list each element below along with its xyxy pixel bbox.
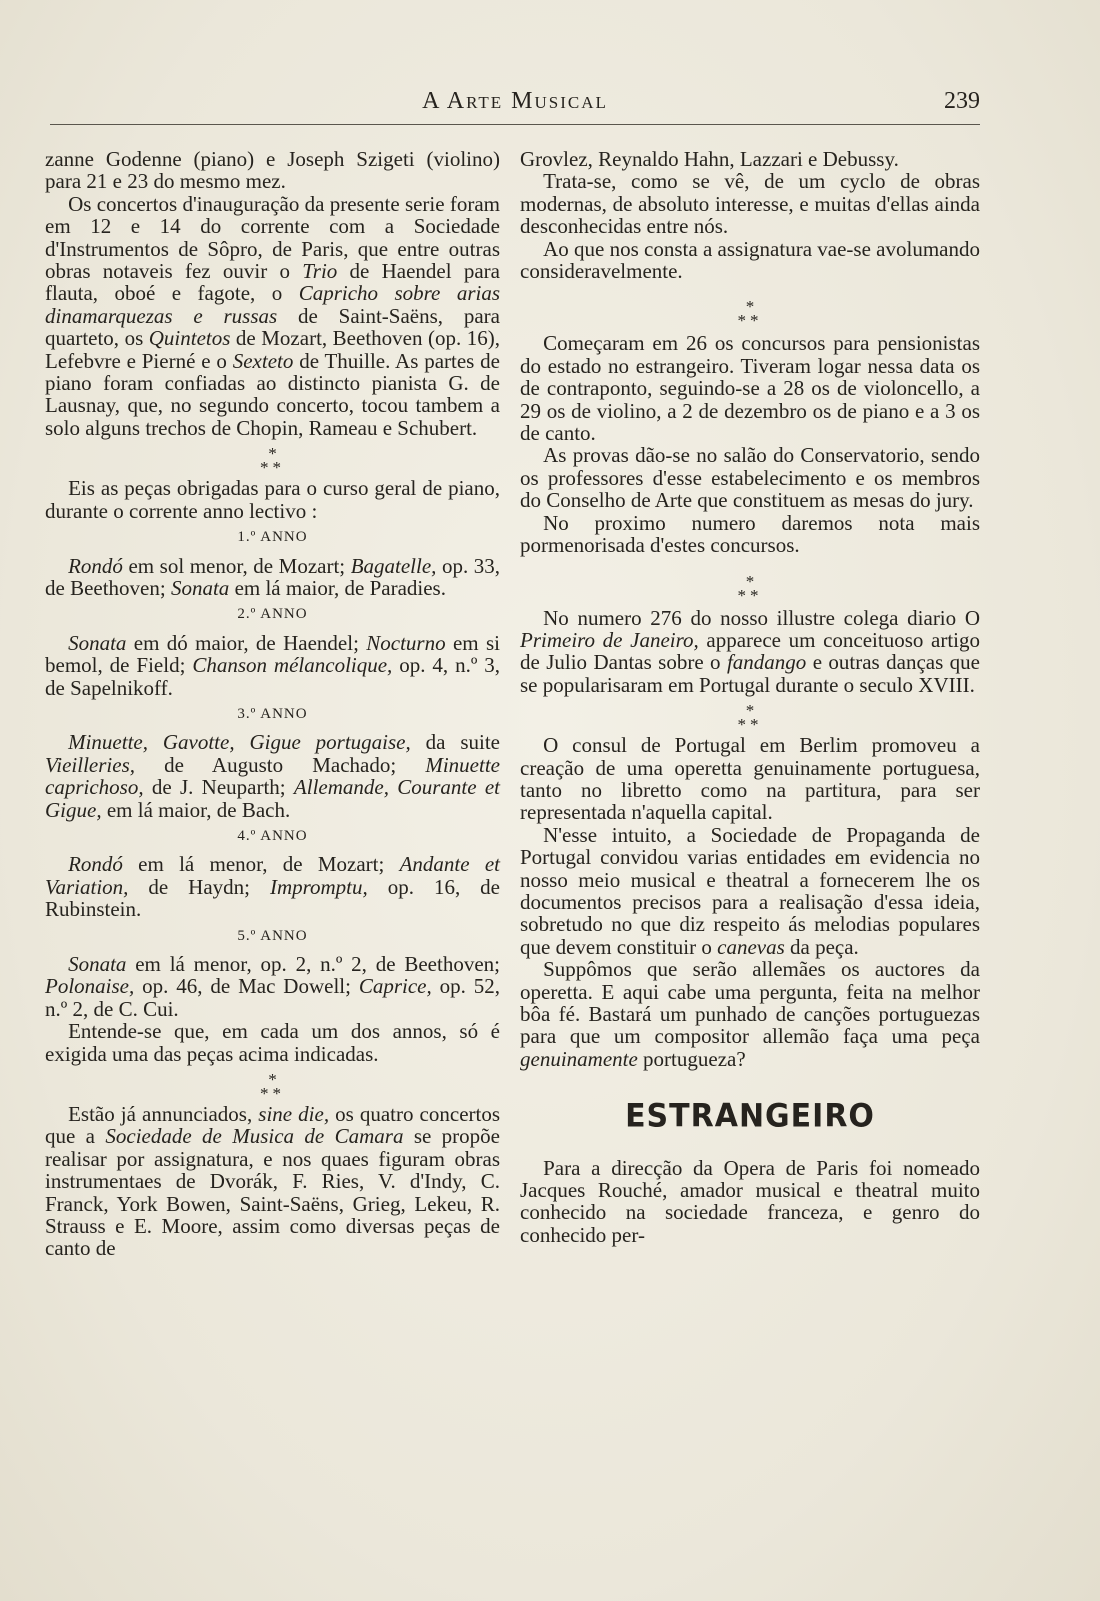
text-run: os quatro concertos que a xyxy=(45,1102,501,1149)
work-title: Minuette caprichoso, xyxy=(45,752,500,800)
work-title: Sonata xyxy=(68,630,127,655)
work-title: Vieilleries, xyxy=(45,752,135,777)
asterism-bottom: ** xyxy=(737,311,763,331)
paragraph xyxy=(45,193,500,439)
italic-word: canevas xyxy=(717,934,785,959)
text-run: em lá maior, de Bach. xyxy=(101,797,291,822)
paragraph xyxy=(520,958,980,1070)
italic-title: Sociedade de Musica de Camara xyxy=(105,1124,404,1149)
work-title: Caprice, xyxy=(358,974,432,999)
section-heading: ESTRANGEIRO xyxy=(625,1097,875,1136)
repertoire-entry xyxy=(45,731,500,821)
year-heading: 4.º ANNO xyxy=(237,827,308,844)
year-heading: 3.º ANNO xyxy=(237,705,308,722)
asterism-separator xyxy=(520,557,980,607)
asterism-separator xyxy=(520,696,980,734)
italic-title: Capricho sobre arias dinamarquezas e russas xyxy=(45,281,500,328)
asterism-bottom: ** xyxy=(260,458,285,478)
work-title: Bagatelle, xyxy=(350,553,437,578)
paragraph xyxy=(45,1103,500,1260)
paragraph xyxy=(520,607,980,697)
work-title: Nocturno xyxy=(366,630,446,655)
text-run: se propõe realisar por assignatura, e nos quaes figuram obras instrumentaes de Dvorák, F. Ries, V. d'Indy, C. Franck, York Bowen, Saint-Saëns, Grieg, Lekeu, R. Strauss e E. Moore, assim como diversas peças de canto de xyxy=(45,1124,500,1261)
italic-word: genuinamente xyxy=(520,1046,638,1071)
text-run: N'esse intuito, a Sociedade de Propaganda de Portugal convidou varias entidades em evidencia no nosso meio musical e theatral a fornecerem lhe os documentos precisos para a realisação d'essa ideia, sobretudo no que diz respeito ás melodias populares que devem constituir o xyxy=(520,822,980,959)
paragraph: zanne Godenne (piano) e Joseph Szigeti (violino) para 21 e 23 do mesmo mez. xyxy=(45,147,500,194)
paragraph: No proximo numero daremos nota mais pormenorisada d'estes concursos. xyxy=(520,510,980,558)
work-title: Impromptu, xyxy=(269,874,368,899)
work-title: Sonata xyxy=(68,952,127,976)
text-run: No numero 276 do nosso illustre colega diario O xyxy=(543,605,980,630)
asterism-bottom: ** xyxy=(737,585,763,605)
asterism-bottom: ** xyxy=(737,715,763,735)
work-title: Polonaise, xyxy=(45,974,135,999)
paragraph: Começaram em 26 os concursos para pensionistas do estado no estrangeiro. Tiveram logar nessa data os de contraponto, seguindo-se a 28 os de violoncello, a 29 os de violino, a 2 de dezembro os de piano e a 3 os de canto. xyxy=(520,331,980,446)
paragraph: Ao que nos consta a assignatura vae-se avolumando consideravelmente. xyxy=(520,236,980,284)
text-run: op. 33, de Beethoven; xyxy=(45,553,500,600)
piano-course-list xyxy=(45,526,500,1020)
paragraph: Eis as peças obrigadas para o curso geral de piano, durante o corrente anno lectivo : xyxy=(45,476,500,523)
asterism-separator xyxy=(520,282,980,332)
page-header xyxy=(50,84,980,125)
text-run: Os concertos d'inauguração da presente serie foram em 12 e 14 do corrente com a Sociedade d'Instrumentos de Sôpro, de Paris, que entre outras obras notaveis fez ouvir o xyxy=(45,191,500,284)
running-title: A Arte Musical xyxy=(422,88,608,114)
text-run: de Augusto Machado; xyxy=(135,752,426,777)
text-run: op. 46, de Mac Dowell; xyxy=(134,974,359,999)
italic-title: Primeiro de Janeiro, xyxy=(520,627,699,652)
text-run: em dó maior, de Haendel; xyxy=(126,630,367,655)
asterism-separator xyxy=(45,439,500,477)
text-run: em lá menor, op. 2, n.º 2, de Beethoven; xyxy=(126,952,500,976)
text-run: portugueza? xyxy=(637,1046,746,1071)
paragraph: Entende-se que, em cada um dos annos, só é exigida uma das peças acima indicadas. xyxy=(45,1019,500,1066)
text-run: Estão já annunciados, xyxy=(68,1102,259,1127)
text-run: de Haydn; xyxy=(128,874,270,899)
text-run: apparece um conceituoso artigo de Julio Dantas sobre o xyxy=(520,627,980,675)
asterism-separator xyxy=(45,1065,500,1103)
text-run: de Haendel para flauta, oboé e fagote, o xyxy=(45,259,500,306)
paragraph: O consul de Portugal em Berlim promoveu a creação de uma operetta genuinamente portuguesa, tanto no libretto como na partitura, para ser representada n'aquella capital. xyxy=(520,733,980,825)
work-title: Allemande, Courante et Gigue, xyxy=(45,775,501,822)
year-heading: 5.º ANNO xyxy=(237,927,308,944)
paragraph: Trata-se, como se vê, de um cyclo de obras modernas, de absoluto interesse, e muitas d'ellas ainda desconhecidas entre nós. xyxy=(520,169,980,239)
text-run: de Thuille. As partes de piano foram confiadas ao distincto pianista G. de Lausnay, que, no segundo concerto, tocou tambem a solo alguns trechos de Chopin, Rameau e Schubert. xyxy=(45,348,500,440)
text-run: de J. Neuparth; xyxy=(143,775,294,800)
repertoire-entry xyxy=(45,555,500,600)
work-title: Rondó xyxy=(68,852,123,877)
right-column xyxy=(520,148,980,1246)
work-title: Chanson mélancolique, xyxy=(192,653,393,678)
year-heading: 2.º ANNO xyxy=(237,606,308,623)
paragraph: As provas dão-se no salão do Conservatorio, sendo os professores d'esse estabelecimento e os membros do Conselho de Arte que constituem as mesas do jury. xyxy=(520,443,980,513)
text-run: da suite xyxy=(410,730,500,755)
asterism-top: * xyxy=(745,571,755,591)
paragraph: Grovlez, Reynaldo Hahn, Lazzari e Debussy. xyxy=(520,147,899,171)
page-number: 239 xyxy=(944,88,980,114)
repertoire-entry xyxy=(45,953,500,1020)
repertoire-entry xyxy=(45,632,500,699)
left-column xyxy=(45,148,500,1260)
paragraph: Para a direcção da Opera de Paris foi nomeado Jacques Rouché, amador musical e theatral muito conhecido na sociedade franceza, e genro do conhecido per- xyxy=(520,1155,980,1247)
italic-title: Trio xyxy=(302,259,338,284)
text-run: da peça. xyxy=(784,934,859,959)
asterism-top: * xyxy=(268,444,277,464)
italic-title: fandango xyxy=(726,650,807,675)
asterism-bottom: ** xyxy=(260,1084,285,1104)
work-title: Rondó xyxy=(68,553,123,578)
asterism-top: * xyxy=(745,701,755,721)
text-run: em lá menor, de Mozart; xyxy=(122,852,400,877)
year-heading: 1.º ANNO xyxy=(237,529,308,546)
text-run: op. 52, n.º 2, de C. Cui. xyxy=(45,974,500,1021)
italic-phrase: sine die, xyxy=(258,1102,330,1127)
work-title: Sonata xyxy=(170,575,230,600)
text-run: Suppômos que serão allemães os auctores da operetta. E aqui cabe uma pergunta, feita na melhor bôa fé. Bastará um punhado de canções portuguezas para que um compositor allemão faça uma peça xyxy=(520,957,980,1049)
text-run: em si bemol, de Field; xyxy=(45,630,500,678)
work-title: Andante et Variation, xyxy=(45,852,500,899)
italic-title: Sexteto xyxy=(232,348,294,373)
text-run: e outras danças que se popularisaram em Portugal durante o seculo XVIII. xyxy=(520,650,980,697)
text-run: em sol menor, de Mozart; xyxy=(122,553,351,578)
asterism-top: * xyxy=(268,1070,277,1090)
text-run: em lá maior, de Paradies. xyxy=(229,575,446,600)
repertoire-entry xyxy=(45,853,500,920)
italic-title: Quintetos xyxy=(148,326,231,351)
asterism-top: * xyxy=(745,297,755,317)
text-run: de Saint-Saëns, para quarteto, os xyxy=(45,303,500,351)
text-run: op. 16, de Rubinstein. xyxy=(45,874,500,922)
text-run: op. 4, n.º 3, de Sapelnikoff. xyxy=(45,653,500,700)
work-title: Minuette, Gavotte, Gigue portugaise, xyxy=(68,730,411,755)
paragraph xyxy=(520,824,980,958)
text-run: de Mozart, Beethoven (op. 16), Lefebvre e Pierné e o xyxy=(45,326,500,373)
